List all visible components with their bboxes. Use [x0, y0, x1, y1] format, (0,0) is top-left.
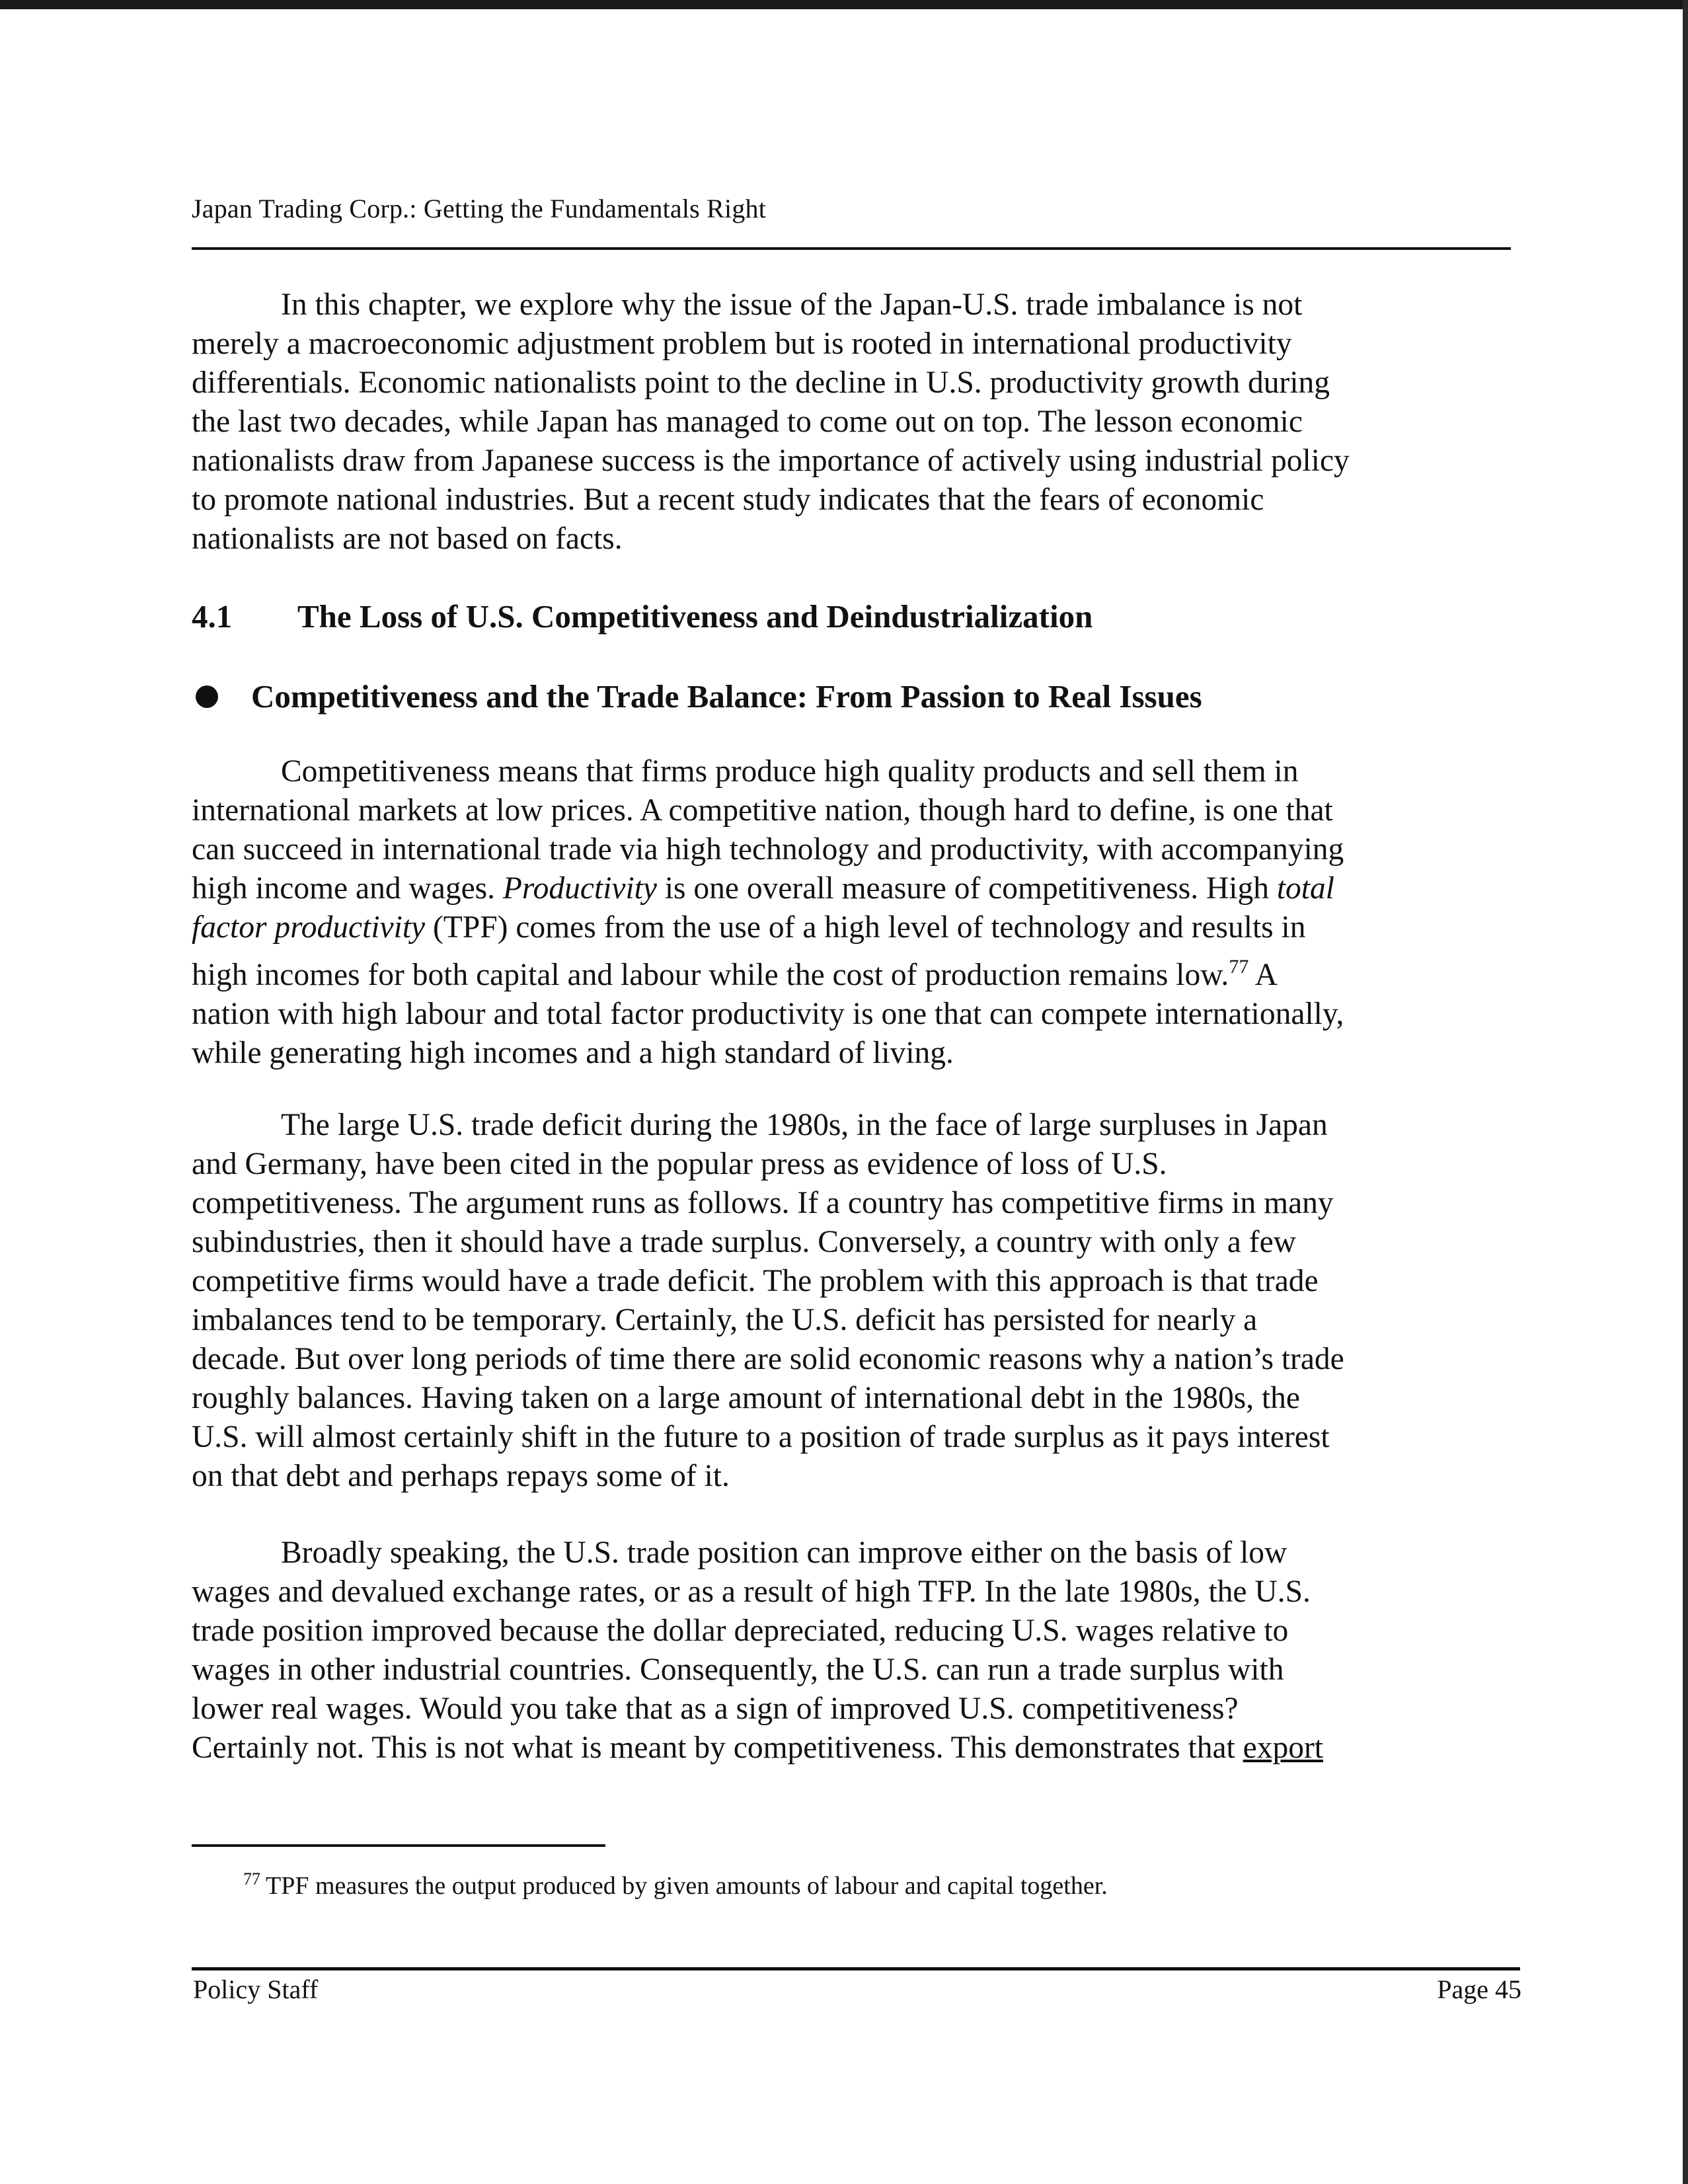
para1-text-f: A nation with high labour and total factor productivity is one that can compete internationally, while generating high incomes and a high standard of living.: [192, 958, 1344, 1070]
footnote-rule: [192, 1844, 605, 1847]
para3-text-a: Broadly speaking, the U.S. trade position can improve either on the basis of low wages and devalued exchange rates, or as a result of high TFP. In the late 1980s, the U.S. trade position improved because the dollar depreciated, reducing U.S. wages relative to wages in other industrial countries. Consequently, the U.S. can run a trade surplus with lower real wages. Would you take that as a sign of improved U.S. competitiveness? Certainly not. This is not what is meant by competitiveness. This demonstrates that: [192, 1536, 1311, 1765]
paragraph-trade-position: [192, 1534, 1507, 1768]
footer-rule: [192, 1967, 1520, 1970]
section-heading: [192, 598, 1093, 635]
para1-italic-tfp: total factor productivity: [192, 871, 1334, 945]
footer-left: Policy Staff: [193, 1974, 319, 2004]
section-title: The Loss of U.S. Competitiveness and Deindustrialization: [297, 598, 1093, 635]
footnote-number: 77: [243, 1869, 260, 1889]
para1-text-a: Competitiveness means that firms produce high quality products and sell them in international markets at low prices. A competitive nation, though hard to define, is one that can succeed in international trade via high technology and productivity, with accompanying high income and wages.: [192, 754, 1344, 906]
footnote: [243, 1869, 1108, 1900]
paragraph-trade-deficit: The large U.S. trade deficit during the 1980s, in the face of large surpluses in Japan and Germany, have been cited in the popular press as evidence of loss of U.S. competitiveness. The argument runs as follows. If a country has competitive firms in many subindustries, then it should have a trade surplus. Conversely, a country with only a few competitive firms would have a trade deficit. The problem with this approach is that trade imbalances tend to be temporary. Certainly, the U.S. deficit has persisted for nearly a decade. But over long periods of time there are solid economic reasons why a nation’s trade roughly balances. Having taken on a large amount of international debt in the 1980s, the U.S. will almost certainly shift in the future to a position of trade surplus as it pays interest on that debt and perhaps repays some of it.: [192, 1108, 1344, 1493]
running-header: Japan Trading Corp.: Getting the Fundamentals Right: [192, 194, 767, 223]
header-rule: [192, 247, 1511, 250]
footnote-reference: 77: [1229, 956, 1249, 978]
page-number: Page 45: [1437, 1974, 1521, 2004]
subsection-heading: [196, 678, 1202, 715]
section-number: 4.1: [192, 598, 233, 635]
subsection-title: Competitiveness and the Trade Balance: From Passion to Real Issues: [251, 678, 1202, 715]
bullet-icon: [196, 685, 218, 708]
para1-text-c: is one overall measure of competitiveness. High: [656, 871, 1277, 906]
footnote-text: TPF measures the output produced by given amounts of labour and capital together.: [266, 1872, 1108, 1900]
scan-top-edge: [0, 0, 1688, 9]
para1-italic-productivity: Productivity: [502, 871, 657, 906]
para1-text-e: (TPF) comes from the use of a high level of technology and results in high incomes for both capital and labour while the cost of production remains low.: [192, 910, 1306, 992]
para3-underlined-export: export: [1243, 1731, 1323, 1765]
scan-right-edge: [1683, 0, 1688, 2184]
intro-paragraph: In this chapter, we explore why the issue of the Japan-U.S. trade imbalance is not merely a macroeconomic adjustment problem but is rooted in international productivity differentials. Economic nationalists point to the decline in U.S. productivity growth during the last two decades, while Japan has managed to come out on top. The lesson economic nationalists draw from Japanese success is the importance of actively using industrial policy to promote national industries. But a recent study indicates that the fears of economic nationalists are not based on facts.: [192, 288, 1350, 556]
paragraph-competitiveness: [192, 752, 1507, 1073]
